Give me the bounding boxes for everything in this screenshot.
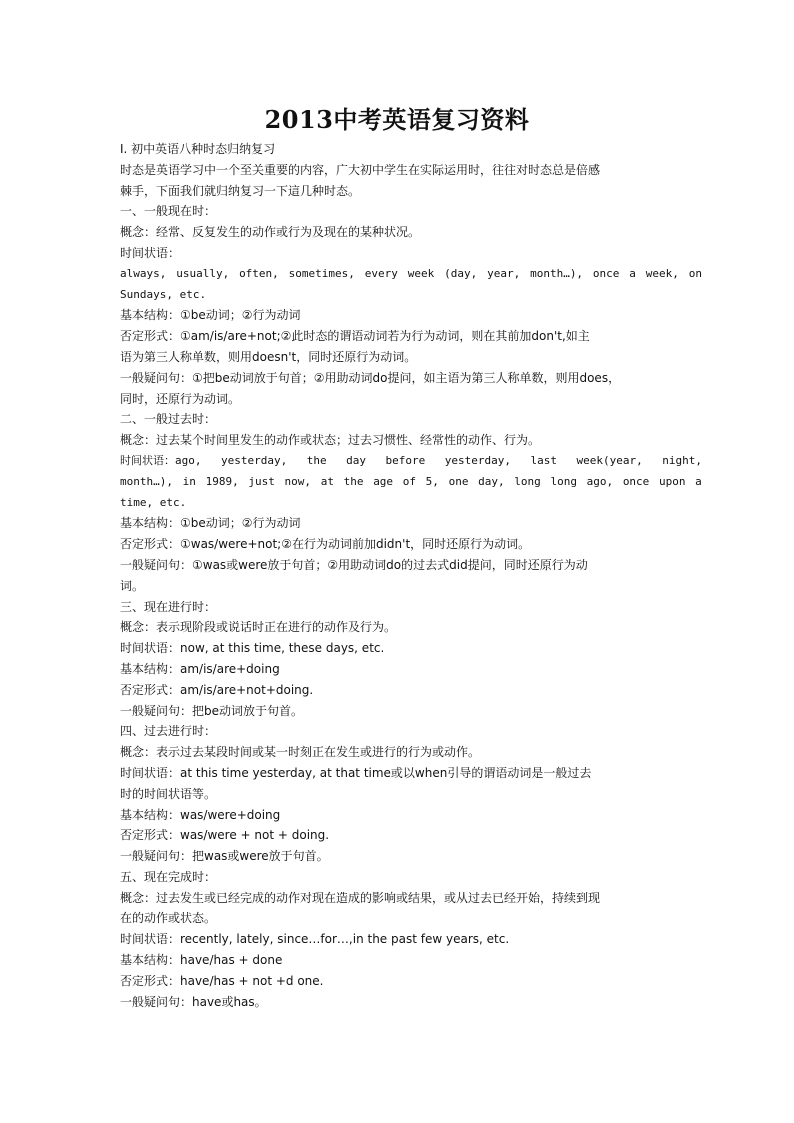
text-line: 否定形式：was/were + not + doing.	[120, 828, 330, 843]
text-word: ago,	[586, 474, 614, 488]
text-line: Sundays, etc.	[120, 287, 207, 301]
text-word: yesterday,	[221, 453, 288, 467]
text-line: 基本结构：am/is/are+doing	[120, 661, 280, 676]
text-line: 时间状语：now, at this time, these days, etc.	[120, 641, 385, 656]
text-word: often,	[239, 266, 279, 280]
text-line: 一般疑问句：have或has。	[120, 994, 267, 1009]
text-word: age	[373, 474, 394, 488]
text-word: last	[530, 453, 557, 467]
text-line: 时间状语：recently, lately, since…for…,in the past few years, etc.	[120, 932, 510, 947]
text-word: once	[622, 474, 650, 488]
text-line: 一般疑问句：①把be动词放于句首；②用助动词do提问，如主语为第三人称单数，则用does，	[120, 370, 621, 385]
text-line: time, etc.	[120, 495, 187, 509]
text-word: year,	[487, 266, 521, 280]
text-line: 五、现在完成时：	[120, 869, 217, 884]
text-line: 概念：经常、反复发生的动作或行为及现在的某种状况。	[120, 225, 421, 240]
text-line: 一般疑问句：把was或were放于句首。	[120, 849, 329, 864]
text-line: 词。	[120, 578, 145, 593]
text-line: 三、现在进行时：	[120, 599, 217, 614]
text-line	[120, 264, 702, 285]
text-word: on	[688, 266, 702, 280]
text-word: 1989,	[205, 474, 239, 488]
text-word: long	[550, 474, 577, 488]
text-word: (day,	[444, 266, 478, 280]
text-word: sometimes,	[288, 266, 355, 280]
text-word: a	[695, 474, 702, 488]
text-word: yesterday,	[444, 453, 511, 467]
text-line: 一般疑问句：①was或were放于句首；②用助动词do的过去式did提问，同时还原行为动	[120, 557, 588, 572]
text-line: 语为第三人称单数，则用doesn't，同时还原行为动词。	[120, 349, 417, 364]
text-line: 同时，还原行为动词。	[120, 391, 241, 406]
text-word: in	[182, 474, 196, 488]
text-word: day	[346, 453, 366, 467]
text-line: 时的时间状语等。	[120, 786, 217, 801]
text-line: 时态是英语学习中一个至关重要的内容，广大初中学生在实际运用时，往往对时态总是倍感	[120, 162, 601, 177]
text-line: 否定形式：①am/is/are+not;②此时态的谓语动词若为行为动词，则在其前加don't,如主	[120, 329, 590, 344]
text-word: every	[364, 266, 398, 280]
text-word: long	[514, 474, 541, 488]
text-line: Ⅰ. 初中英语八种时态归纳复习	[120, 142, 276, 156]
text-line: 概念：表示现阶段或说话时正在进行的动作及行为。	[120, 620, 397, 635]
text-line: 一、一般现在时：	[120, 204, 217, 219]
text-line: 四、过去进行时：	[120, 724, 217, 739]
text-line: 否定形式：have/has + not +d one.	[120, 973, 324, 988]
text-word: month…),	[530, 266, 584, 280]
text-word: 5,	[425, 474, 439, 488]
text-word: a	[629, 266, 636, 280]
text-word: 时间状语：ago,	[120, 453, 202, 467]
text-word: always,	[120, 266, 167, 280]
text-word: usually,	[176, 266, 230, 280]
text-word: day,	[478, 474, 505, 488]
document-title: 2013中考英语复习资料	[264, 105, 530, 134]
text-word: week,	[645, 266, 679, 280]
text-word: week	[407, 266, 435, 280]
document-body	[120, 139, 705, 1012]
text-word: at	[320, 474, 334, 488]
text-word: before	[385, 453, 426, 467]
text-line: 否定形式：①was/were+not;②在行为动词前加didn't，同时还原行为动词。	[120, 537, 531, 552]
text-word: one	[448, 474, 469, 488]
text-line: 时间状语：	[120, 245, 181, 260]
text-line: 时间状语：at this time yesterday, at that time或以when引导的谓语动词是一般过去	[120, 765, 592, 780]
text-line: 基本结构：have/has + done	[120, 953, 283, 968]
text-word: upon	[658, 474, 686, 488]
text-line: 基本结构：was/were+doing	[120, 807, 281, 822]
text-line: 棘手，下面我们就归纳复习一下這几种时态。	[120, 183, 361, 198]
text-word: of	[402, 474, 416, 488]
text-word: week(year,	[576, 453, 643, 467]
text-word: month…),	[120, 474, 173, 488]
text-word: now,	[284, 474, 312, 488]
text-line: 在的动作或状态。	[120, 911, 217, 926]
text-word: night,	[662, 453, 702, 467]
text-line: 二、一般过去时：	[120, 412, 217, 427]
text-line	[120, 451, 702, 472]
text-line: 概念：过去某个时间里发生的动作或状态；过去习惯性、经常性的动作、行为。	[120, 433, 541, 448]
text-line: 概念：表示过去某段时间或某一时刻正在发生或进行的行为或动作。	[120, 745, 481, 760]
text-word: the	[343, 474, 364, 488]
text-line: 否定形式：am/is/are+not+doing.	[120, 682, 314, 697]
text-word: the	[306, 453, 327, 467]
text-line: 基本结构：①be动词；②行为动词	[120, 308, 301, 323]
text-word: once	[592, 266, 620, 280]
text-word: just	[248, 474, 275, 488]
text-line: 一般疑问句：把be动词放于句首。	[120, 703, 304, 718]
text-line: 基本结构：①be动词；②行为动词	[120, 516, 301, 531]
text-line: 概念：过去发生或已经完成的动作对现在造成的影响或结果，或从过去已经开始，持续到现	[120, 890, 601, 905]
text-line	[120, 472, 702, 493]
